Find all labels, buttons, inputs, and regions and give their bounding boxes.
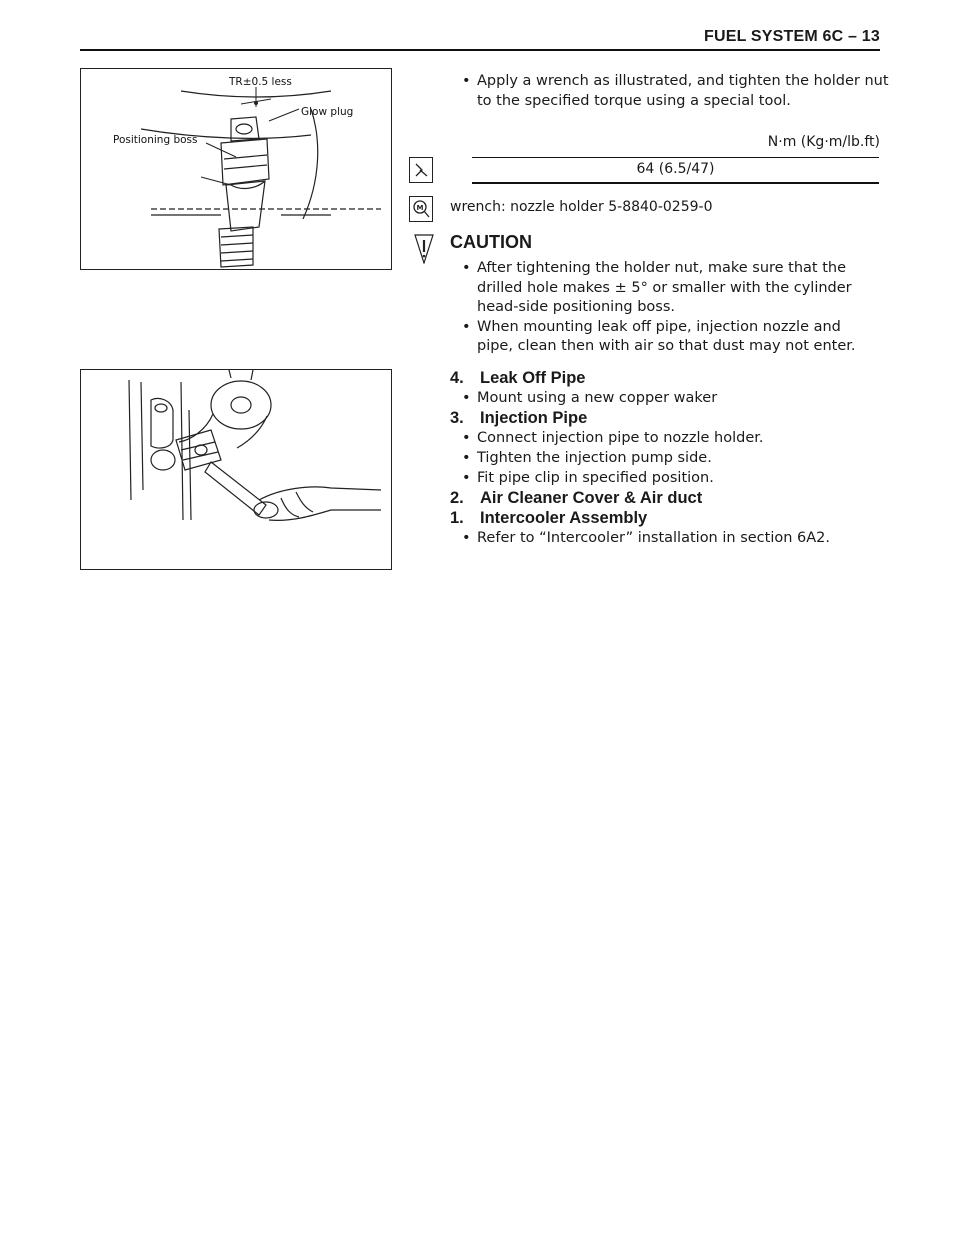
glow-plug-label: Glow plug: [301, 106, 354, 118]
special-tool-icon: [409, 196, 433, 222]
step-item: • Tighten the injection pump side.: [458, 448, 880, 468]
step-title: 1. Intercooler Assembly: [450, 509, 648, 527]
installation-steps: [450, 368, 880, 548]
step-item: • Fit pipe clip in specified position.: [458, 468, 880, 488]
torque-table-bottom-rule: [472, 182, 879, 184]
caution-heading: CAUTION: [450, 232, 532, 252]
page-header-title: FUEL SYSTEM 6C – 13: [703, 28, 880, 45]
tr-label: TR±0.5 less: [229, 76, 292, 88]
torque-units: N·m (Kg·m/lb.ft): [767, 134, 880, 150]
caution-list: [458, 259, 880, 357]
step-item: • Connect injection pipe to nozzle holder.: [458, 428, 880, 448]
torque-value: 64 (6.5/47): [636, 161, 715, 177]
caution-icon: [414, 234, 434, 264]
step-item: • Refer to “Intercooler” installation in section 6A2.: [458, 528, 880, 548]
torque-wrench-icon: [409, 157, 433, 183]
step-title: 3. Injection Pipe: [450, 409, 588, 427]
step-title: 4. Leak Off Pipe: [450, 369, 586, 387]
header-rule: [80, 49, 880, 51]
nozzle-holder-illustration: [80, 68, 392, 270]
positioning-boss-label: Positioning boss: [113, 134, 198, 146]
wrench-tightening-illustration: [80, 369, 392, 570]
svg-text:M: M: [416, 204, 424, 212]
step-title: 2. Air Cleaner Cover & Air duct: [450, 489, 703, 507]
caution-item: • After tightening the holder nut, make sure that the drilled hole makes ± 5° or smaller with the cylinder head-side positioning boss.: [458, 259, 880, 318]
torque-instruction: • Apply a wrench as illustrated, and tighten the holder nut to the specified torque using a special tool.: [458, 72, 897, 111]
torque-table-top-rule: [472, 157, 879, 158]
step-item: • Mount using a new copper waker: [458, 388, 880, 408]
caution-item: • When mounting leak off pipe, injection nozzle and pipe, clean then with air so that dust may not enter.: [458, 318, 880, 357]
special-tool-text: wrench: nozzle holder 5-8840-0259-0: [450, 199, 713, 215]
